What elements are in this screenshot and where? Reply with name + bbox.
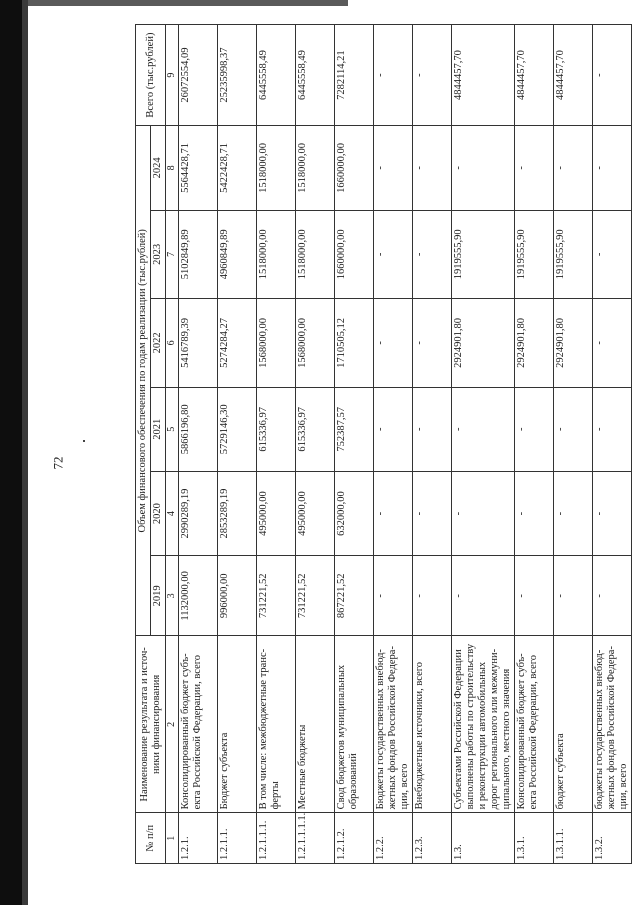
row-name: Консолидированный бюджет субъ- екта Российской Федерации, всего [178, 636, 217, 813]
header-num: № п/п [136, 813, 166, 864]
row-value: 2853289,19 [217, 471, 256, 555]
row-name: Внебюджетные источники, всего [412, 636, 451, 813]
row-value: - [412, 126, 451, 210]
row-value: 1518000,00 [295, 126, 334, 210]
row-value: - [515, 387, 554, 471]
row-value: - [373, 25, 412, 126]
row-value: 6445558,49 [295, 25, 334, 126]
scan-speck [83, 440, 85, 442]
table-row [295, 25, 334, 864]
row-value: 2990289,19 [178, 471, 217, 555]
row-value: 2924901,80 [554, 299, 593, 388]
row-name: бюджет субъекта [554, 636, 593, 813]
row-name: Местные бюджеты [295, 636, 334, 813]
row-value: 1919555,90 [554, 210, 593, 299]
row-index: 1.2.1.1.1.1. [295, 813, 334, 864]
row-name: В том числе: межбюджетные транс- ферты [256, 636, 295, 813]
column-number: 3 [166, 556, 179, 636]
row-value: - [593, 25, 632, 126]
row-value: - [451, 387, 514, 471]
row-name: Субъектами Российской Федерации выполнены работы по строительству и реконструкции автомобильных дорог регионального или межмуни- ципального, местного значения [451, 636, 514, 813]
row-index: 1.2.1.2. [334, 813, 373, 864]
header-group: Объем финансового обеспечения по годам реализации (тыс.рублей) [136, 126, 151, 636]
row-name: Консолидированный бюджет субъ- екта Российской Федерации, всего [515, 636, 554, 813]
column-number: 8 [166, 126, 179, 210]
row-value: - [373, 471, 412, 555]
row-value: 1568000,00 [256, 299, 295, 388]
column-number: 7 [166, 210, 179, 299]
header-year: 2022 [151, 299, 166, 388]
table-row [178, 25, 217, 864]
header-year: 2019 [151, 556, 166, 636]
row-value: - [412, 210, 451, 299]
row-value: 6445558,49 [256, 25, 295, 126]
table-row [593, 25, 632, 864]
row-value: 2924901,80 [515, 299, 554, 388]
header-total: Всего (тыс.рублей) [136, 25, 166, 126]
row-value: - [593, 126, 632, 210]
table-row [256, 25, 295, 864]
row-value: - [593, 210, 632, 299]
row-value: 752387,57 [334, 387, 373, 471]
scan-edge-shadow-inner [22, 0, 28, 905]
row-value: - [593, 471, 632, 555]
row-value: - [412, 556, 451, 636]
row-value: 615336,97 [295, 387, 334, 471]
row-value: 867221,52 [334, 556, 373, 636]
header-year: 2021 [151, 387, 166, 471]
row-value: 996000,00 [217, 556, 256, 636]
row-value: - [373, 126, 412, 210]
header-year: 2020 [151, 471, 166, 555]
table-row [217, 25, 256, 864]
row-index: 1.2.1.1.1. [256, 813, 295, 864]
table-row [412, 25, 451, 864]
row-value: 5422428,71 [217, 126, 256, 210]
row-value: - [373, 210, 412, 299]
row-value: 4844457,70 [554, 25, 593, 126]
table-row [373, 25, 412, 864]
row-value: 5274284,27 [217, 299, 256, 388]
table-row [451, 25, 514, 864]
column-number: 2 [166, 636, 179, 813]
row-value: 1518000,00 [256, 126, 295, 210]
row-value: 731221,52 [256, 556, 295, 636]
row-value: 1919555,90 [515, 210, 554, 299]
row-value: 632000,00 [334, 471, 373, 555]
row-value: 5729146,30 [217, 387, 256, 471]
table-row [334, 25, 373, 864]
row-index: 1.2.1. [178, 813, 217, 864]
row-name: бюджеты государственных внебюд- жетных фондов Российской Федера- ции, всего [593, 636, 632, 813]
row-value: 4844457,70 [451, 25, 514, 126]
financing-table [135, 24, 632, 864]
row-value: 1660000,00 [334, 126, 373, 210]
row-value: 1710505,12 [334, 299, 373, 388]
row-value: - [515, 471, 554, 555]
row-value: - [412, 387, 451, 471]
row-value: - [515, 126, 554, 210]
row-value: 5416789,39 [178, 299, 217, 388]
row-index: 1.2.3. [412, 813, 451, 864]
row-value: 5564428,71 [178, 126, 217, 210]
row-name: Бюджеты государственных внебюд- жетных фондов Российской Федера- ции, всего [373, 636, 412, 813]
row-value: - [412, 471, 451, 555]
row-value: 5866196,80 [178, 387, 217, 471]
row-value: - [373, 387, 412, 471]
row-value: - [554, 471, 593, 555]
rotated-table-container [135, 24, 630, 864]
column-number: 9 [166, 25, 179, 126]
header-name: Наименование результата и источ- ники финансирования [136, 636, 166, 813]
row-value: - [593, 387, 632, 471]
table-body [178, 25, 632, 864]
row-index: 1.3.1. [515, 813, 554, 864]
row-value: 1132000,00 [178, 556, 217, 636]
row-value: - [451, 126, 514, 210]
row-value: 5102849,89 [178, 210, 217, 299]
row-name: Свод бюджетов муниципальных образований [334, 636, 373, 813]
row-value: - [554, 387, 593, 471]
row-value: 1568000,00 [295, 299, 334, 388]
column-number: 5 [166, 387, 179, 471]
column-number: 6 [166, 299, 179, 388]
row-value: 4960849,89 [217, 210, 256, 299]
row-index: 1.3. [451, 813, 514, 864]
row-value: 2924901,80 [451, 299, 514, 388]
row-index: 1.2.2. [373, 813, 412, 864]
row-value: - [554, 556, 593, 636]
row-value: 731221,52 [295, 556, 334, 636]
row-value: - [515, 556, 554, 636]
row-value: 4844457,70 [515, 25, 554, 126]
row-value: - [451, 556, 514, 636]
row-value: - [593, 299, 632, 388]
row-value: 1518000,00 [256, 210, 295, 299]
row-value: 615336,97 [256, 387, 295, 471]
row-value: - [554, 126, 593, 210]
row-name: Бюджет субъекта [217, 636, 256, 813]
table-row [515, 25, 554, 864]
row-value: 25235998,37 [217, 25, 256, 126]
row-value: - [412, 25, 451, 126]
row-value: 1919555,90 [451, 210, 514, 299]
row-value: 1660000,00 [334, 210, 373, 299]
row-value: 495000,00 [295, 471, 334, 555]
row-value: 1518000,00 [295, 210, 334, 299]
header-year: 2024 [151, 126, 166, 210]
row-value: - [593, 556, 632, 636]
row-value: - [373, 556, 412, 636]
header-year: 2023 [151, 210, 166, 299]
row-index: 1.3.2. [593, 813, 632, 864]
column-number: 1 [166, 813, 179, 864]
row-value: - [412, 299, 451, 388]
row-value: 26072554,09 [178, 25, 217, 126]
row-value: 7282114,21 [334, 25, 373, 126]
row-value: - [451, 471, 514, 555]
row-value: 495000,00 [256, 471, 295, 555]
scan-edge-shadow [0, 0, 22, 905]
table-row [554, 25, 593, 864]
row-value: - [373, 299, 412, 388]
row-index: 1.3.1.1. [554, 813, 593, 864]
scan-top-shadow [28, 0, 348, 6]
row-index: 1.2.1.1. [217, 813, 256, 864]
page-number: 72 [50, 456, 66, 470]
column-number: 4 [166, 471, 179, 555]
